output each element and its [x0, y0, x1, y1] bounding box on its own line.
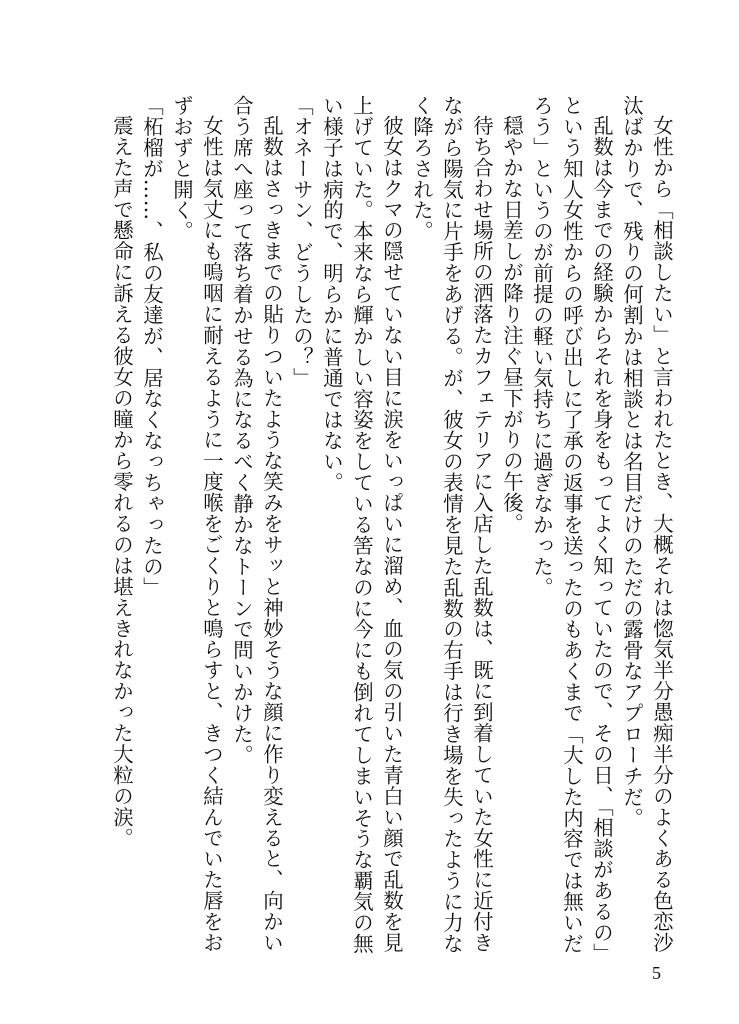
paragraph-4: 待ち合わせ場所の洒落たカフェテリアに入店した乱数は、既に到着していた女性に近付きながら陽気に片手をあげる。が、彼女の表情を見た乱数の右手は行き場を失ったように力なく降ろされた。: [410, 95, 494, 954]
body-text: [37, 95, 677, 955]
dialogue-1: 「オネーサン、どうしたの？」: [290, 95, 314, 389]
paragraph-8: 震えた声で懸命に訴える彼女の瞳から零れるのは堪えきれなかった大粒の涙。: [110, 115, 134, 849]
page-number: 5: [652, 963, 661, 983]
paragraph-1: 女性から「相談したい」と言われたとき、大概それは惚気半分愚痴半分のよくある色恋沙汰ばかりで、残りの何割かは相談とは名目だけのただの露骨なアプローチだ。: [620, 95, 674, 954]
paragraph-5: 彼女はクマの隠せていない目に涙をいっぱいに溜め、血の気の引いた青白い顔で乱数を見上げていた。本来なら輝かしい容姿をしている筈なのに今にも倒れてしまいそうな覇気の無い様子は病的で、明らかに普通ではない。: [320, 95, 404, 954]
dialogue-2: 「柘榴が……、私の友達が、居なくなっちゃったの」: [140, 95, 164, 598]
paragraph-7: 女性は気丈にも嗚咽に耐えるように一度喉をごくりと鳴らすと、きつく結んでいた唇をおずおずと開く。: [170, 95, 224, 954]
paragraph-3: 穏やかな日差しが降り注ぐ昼下がりの午後。: [500, 115, 524, 535]
paragraph-6: 乱数はさっきまでの貼りついたような笑みをサッと神妙そうな顔に作り変えると、向かい合う席へ座って落ち着かせる為になるべく静かなトーンで問いかけた。: [230, 95, 284, 954]
paragraph-2: 乱数は今までの経験からそれを身をもってよく知っていたので、その日、「相談があるの」という知人女性からの呼び出しに了承の返事を送ったのもあくまで「大した内容では無いだろう」というのが前提の軽い気持ちに過ぎなかった。: [530, 95, 614, 954]
